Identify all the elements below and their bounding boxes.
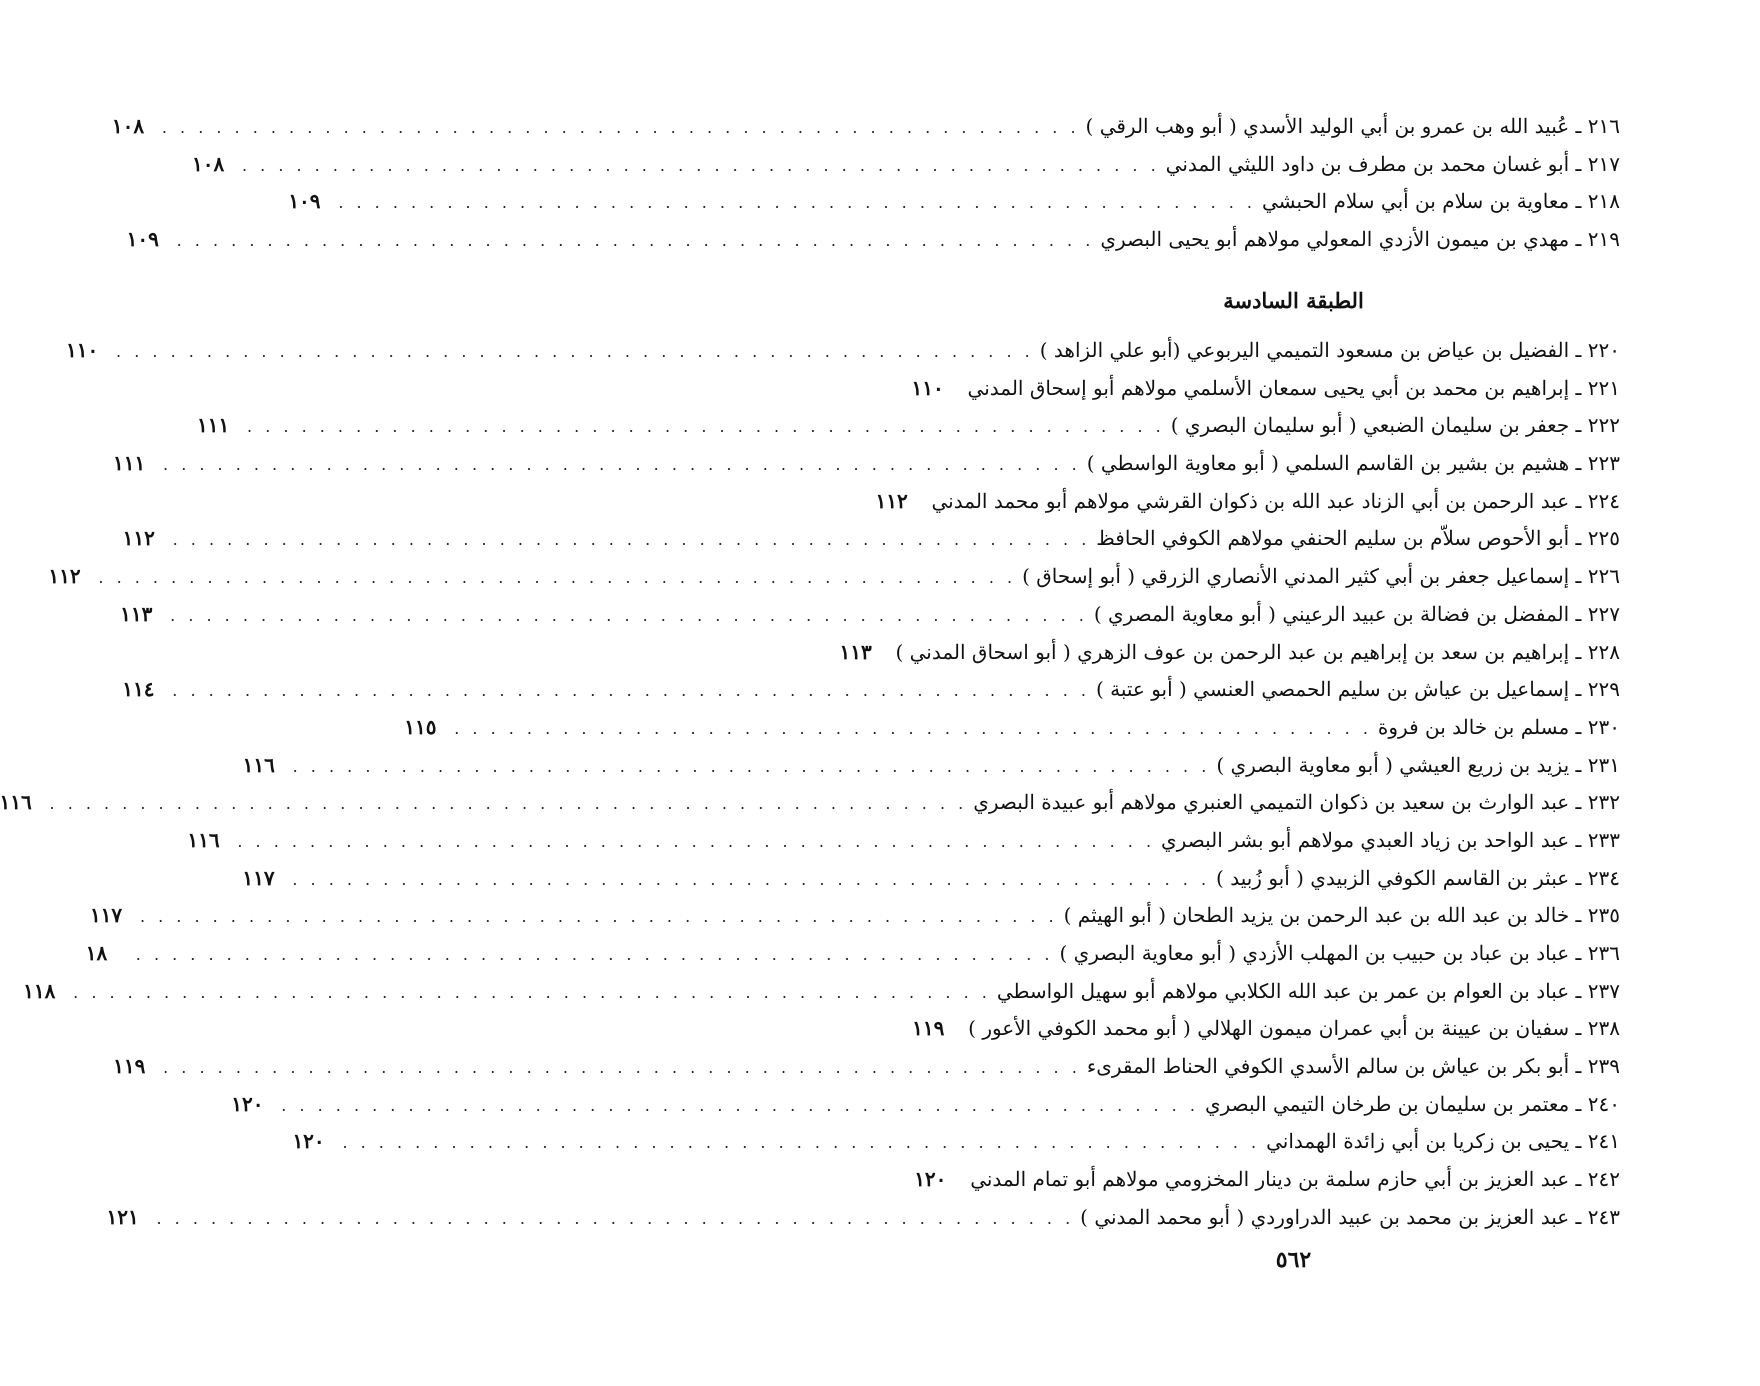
index-entry — [0, 784, 1620, 822]
leader-dots: . . . . . . . . . . . . . . . . . . . . . . . . . . . . . . . . . . . . . . . . . . . . . . . . . . . — [342, 1133, 1261, 1153]
entry-title: ٢٢٩ ـ إسماعيل بن عياش بن سليم الحمصي العنسي ( أبو عتبة ) — [1095, 677, 1620, 702]
index-entry — [66, 332, 1620, 370]
entry-title: ٢٣٥ ـ خالد بن عبد الله بن عبد الرحمن بن يزيد الطحان ( أبو الهيثم ) — [1063, 903, 1620, 928]
index-list-sixth-tier — [0, 332, 1620, 1237]
entry-page-number: ١٠٩ — [288, 189, 321, 214]
index-entry — [197, 407, 1620, 445]
index-entry — [120, 596, 1620, 634]
entry-page-number: ١١٦ — [187, 827, 220, 852]
leader-dots: . . . . . . . . . . . . . . . . . . . . . . . . . . . . . . . . . . . . . . . . . . . . . . . . . . . — [241, 155, 1160, 175]
index-entry — [106, 1199, 1620, 1237]
index-list-fifth-tier — [111, 108, 1620, 259]
section-heading: الطبقة السادسة — [1223, 288, 1364, 313]
index-entry — [191, 146, 1620, 184]
index-entry — [288, 183, 1620, 221]
entry-page-number: ١١٦ — [242, 752, 275, 777]
entry-page-number: ١١٥ — [404, 714, 437, 739]
leader-dots: . . . . . . . . . . . . . . . . . . . . . . . . . . . . . . . . . . . . . . . . . . . . . . . . . . . — [292, 756, 1211, 776]
index-entry — [242, 747, 1620, 785]
leader-dots: . . . . . . . . . . . . . . . . . . . . . . . . . . . . . . . . . . . . . . . . . . . . . . . . . . . — [237, 831, 1156, 851]
entry-title: ٢١٧ ـ أبو غسان محمد بن مطرف بن داود الليثي المدني — [1165, 151, 1620, 176]
entry-title: ٢٢٥ ـ أبو الأحوص سلاّم بن سليم الحنفي مولاهم الكوفي الحافظ — [1096, 526, 1620, 551]
entry-title: ٢٢٤ ـ عبد الرحمن بن أبي الزناد عبد الله بن ذكوان القرشي مولاهم أبو محمد المدني — [931, 488, 1620, 513]
index-entry — [875, 483, 1620, 521]
leader-dots: . . . . . . . . . . . . . . . . . . . . . . . . . . . . . . . . . . . . . . . . . . . . . . . . . . . — [292, 869, 1211, 889]
entry-title: ٢٢٣ ـ هشيم بن بشير بن القاسم السلمي ( أبو معاوية الواسطي ) — [1086, 451, 1620, 476]
index-entry — [404, 709, 1620, 747]
index-entry — [839, 634, 1620, 672]
leader-dots: . . . . . . . . . . . . . . . . . . . . . . . . . . . . . . . . . . . . . . . . . . . . . . . . . . . — [116, 342, 1034, 361]
index-entry — [126, 221, 1620, 259]
entry-page-number: ١١٩ — [912, 1016, 945, 1041]
entry-page-number: ١١١ — [113, 451, 146, 476]
entry-page-number: ١١١ — [197, 413, 230, 438]
leader-dots: . . . . . . . . . . . . . . . . . . . . . . . . . . . . . . . . . . . . . . . . . . . . . . . . . . . — [281, 1095, 1199, 1115]
entry-page-number: ١١٤ — [122, 677, 155, 702]
index-entry — [85, 935, 1620, 973]
entry-title: ٢٢١ ـ إبراهيم بن محمد بن أبي يحيى سمعان الأسلمي مولاهم أبو إسحاق المدني — [967, 375, 1620, 400]
entry-title: ٢٤٢ ـ عبد العزيز بن أبي حازم سلمة بن دينار المخزومي مولاهم أبو تمام المدني — [970, 1167, 1620, 1192]
leader-dots: . . . . . . . . . . . . . . . . . . . . . . . . . . . . . . . . . . . . . . . . . . . . . . . . . . . — [247, 417, 1165, 437]
entry-page-number: ١١٧ — [89, 903, 123, 928]
entry-page-number: ١١٠ — [911, 375, 944, 400]
leader-dots: . . . . . . . . . . . . . . . . . . . . . . . . . . . . . . . . . . . . . . . . . . . . . . . . . . . — [49, 794, 968, 814]
leader-dots: . . . . . . . . . . . . . . . . . . . . . . . . . . . . . . . . . . . . . . . . . . . . . . . . . . . — [98, 568, 1017, 588]
entry-page-number: ١١٢ — [122, 526, 155, 551]
leader-dots: . . . . . . . . . . . . . . . . . . . . . . . . . . . . . . . . . . . . . . . . . . . . . . . . . . . — [176, 231, 1095, 251]
entry-page-number: ١١٣ — [120, 601, 153, 626]
entry-title: ٢٢٠ ـ الفضيل بن عياض بن مسعود التميمي اليربوعي (أبو علي الزاهد ) — [1039, 338, 1620, 362]
entry-page-number: ١١٨ — [23, 978, 56, 1003]
entry-page-number: ١١٠ — [66, 338, 99, 362]
entry-title: ٢٤٠ ـ معتمر بن سليمان بن طرخان التيمي البصري — [1204, 1091, 1620, 1116]
entry-title: ٢٤١ ـ يحيى بن زكريا بن أبي زائدة الهمداني — [1266, 1129, 1620, 1154]
entry-title: ٢٣٨ ـ سفيان بن عيينة بن أبي عمران ميمون الهلالي ( أبو محمد الكوفي الأعور ) — [968, 1016, 1620, 1041]
entry-title: ٢٣٦ ـ عباد بن عباد بن حبيب بن المهلب الأزدي ( أبو معاوية البصري ) — [1059, 941, 1620, 965]
page-number: ٥٦٢ — [1275, 1247, 1312, 1273]
index-entry — [122, 520, 1620, 558]
entry-title: ٢٣٣ ـ عبد الواحد بن زياد العبدي مولاهم أبو بشر البصري — [1161, 827, 1620, 852]
index-entry — [111, 108, 1620, 146]
entry-title: ٢٢٨ ـ إبراهيم بن سعد بن إبراهيم بن عبد الرحمن بن عوف الزهري ( أبو اسحاق المدني ) — [895, 639, 1620, 664]
entry-title: ٢١٦ ـ عُبيد الله بن عمرو بن أبي الوليد الأسدي ( أبو وهب الرقي ) — [1085, 114, 1620, 138]
entry-title: ٢٢٢ ـ جعفر بن سليمان الضبعي ( أبو سليمان البصري ) — [1170, 413, 1620, 438]
index-entry — [48, 558, 1620, 596]
index-entry — [187, 822, 1620, 860]
index-entry — [89, 897, 1620, 935]
index-entry — [911, 370, 1620, 408]
index-entry — [242, 860, 1620, 898]
leader-dots: . . . . . . . . . . . . . . . . . . . . . . . . . . . . . . . . . . . . . . . . . . . . . . . . . . . — [163, 1058, 1081, 1078]
leader-dots: . . . . . . . . . . . . . . . . . . . . . . . . . . . . . . . . . . . . . . . . . . . . . . . . . . . — [172, 681, 1090, 701]
entry-page-number: ١١٣ — [839, 639, 872, 664]
index-entry — [113, 445, 1620, 483]
entry-title: ٢٣١ ـ يزيد بن زريع العيشي ( أبو معاوية البصري ) — [1216, 752, 1620, 777]
entry-title: ٢٣٠ ـ مسلم بن خالد بن فروة — [1377, 714, 1620, 739]
leader-dots: . . . . . . . . . . . . . . . . . . . . . . . . . . . . . . . . . . . . . . . . . . . . . . . . . . . — [161, 118, 1080, 137]
leader-dots: . . . . . . . . . . . . . . . . . . . . . . . . . . . . . . . . . . . . . . . . . . . . . . . . . . . — [163, 455, 1081, 475]
entry-title: ٢٢٧ ـ المفضل بن فضالة بن عبيد الرعيني ( أبو معاوية المصري ) — [1093, 601, 1620, 626]
entry-page-number: ١٠٨ — [111, 114, 145, 138]
entry-title: ٢١٨ ـ معاوية بن سلام بن أبي سلام الحبشي — [1262, 189, 1620, 214]
leader-dots: . . . . . . . . . . . . . . . . . . . . . . . . . . . . . . . . . . . . . . . . . . . . . . . . . . . — [139, 907, 1058, 927]
entry-title: ٢٣٤ ـ عبثر بن القاسم الكوفي الزبيدي ( أبو زُبيد ) — [1216, 865, 1620, 890]
leader-dots: . . . . . . . . . . . . . . . . . . . . . . . . . . . . . . . . . . . . . . . . . . . . . . . . . . . — [454, 718, 1372, 738]
entry-page-number: ١٢١ — [106, 1204, 139, 1229]
index-entry — [915, 1161, 1620, 1199]
leader-dots: . . . . . . . . . . . . . . . . . . . . . . . . . . . . . . . . . . . . . . . . . . . . . . . . . . . — [170, 605, 1088, 625]
index-entry — [292, 1123, 1620, 1161]
leader-dots: . . . . . . . . . . . . . . . . . . . . . . . . . . . . . . . . . . . . . . . . . . . . . . . . . . . — [172, 530, 1091, 550]
entry-page-number: ١٠٨ — [191, 151, 225, 176]
leader-dots: . . . . . . . . . . . . . . . . . . . . . . . . . . . . . . . . . . . . . . . . . . . . . . . . . . . — [338, 193, 1256, 213]
leader-dots: . . . . . . . . . . . . . . . . . . . . . . . . . . . . . . . . . . . . . . . . . . . . . . . . . . . — [135, 945, 1054, 964]
index-entry — [122, 671, 1620, 709]
entry-page-number: ١١٢ — [875, 488, 908, 513]
entry-title: ٢٤٣ ـ عبد العزيز بن محمد بن عبيد الدراوردي ( أبو محمد المدني ) — [1080, 1204, 1620, 1229]
entry-title: ٢٣٧ ـ عباد بن العوام بن عمر بن عبد الله الكلابي مولاهم أبو سهيل الواسطي — [996, 978, 1620, 1003]
entry-title: ٢٢٦ ـ إسماعيل جعفر بن أبي كثير المدني الأنصاري الزرقي ( أبو إسحاق ) — [1022, 564, 1620, 589]
index-entry — [912, 1010, 1620, 1048]
index-entry — [23, 973, 1620, 1011]
leader-dots: . . . . . . . . . . . . . . . . . . . . . . . . . . . . . . . . . . . . . . . . . . . . . . . . . . . — [156, 1208, 1075, 1228]
entry-title: ٢١٩ ـ مهدي بن ميمون الأزدي المعولي مولاهم أبو يحيى البصري — [1100, 227, 1620, 252]
entry-title: ٢٣٩ ـ أبو بكر بن عياش بن سالم الأسدي الكوفي الحناط المقرىء — [1086, 1054, 1620, 1079]
entry-page-number: ١١٧ — [242, 865, 275, 890]
entry-page-number: ١٢٠ — [914, 1167, 947, 1192]
entry-page-number: ١١٦ — [0, 790, 32, 815]
index-entry — [113, 1048, 1620, 1086]
entry-page-number: ١٢٠ — [292, 1129, 325, 1154]
entry-page-number: ١١٢ — [48, 564, 81, 589]
entry-page-number: ١٢٠ — [231, 1091, 264, 1116]
leader-dots: . . . . . . . . . . . . . . . . . . . . . . . . . . . . . . . . . . . . . . . . . . . . . . . . . . . — [73, 982, 991, 1002]
entry-page-number: ١٨ — [85, 941, 108, 965]
index-entry — [231, 1086, 1620, 1124]
entry-page-number: ١١٩ — [113, 1054, 146, 1079]
entry-page-number: ١٠٩ — [126, 227, 159, 252]
entry-title: ٢٣٢ ـ عبد الوارث بن سعيد بن ذكوان التميمي العنبري مولاهم أبو عبيدة البصري — [973, 790, 1620, 815]
